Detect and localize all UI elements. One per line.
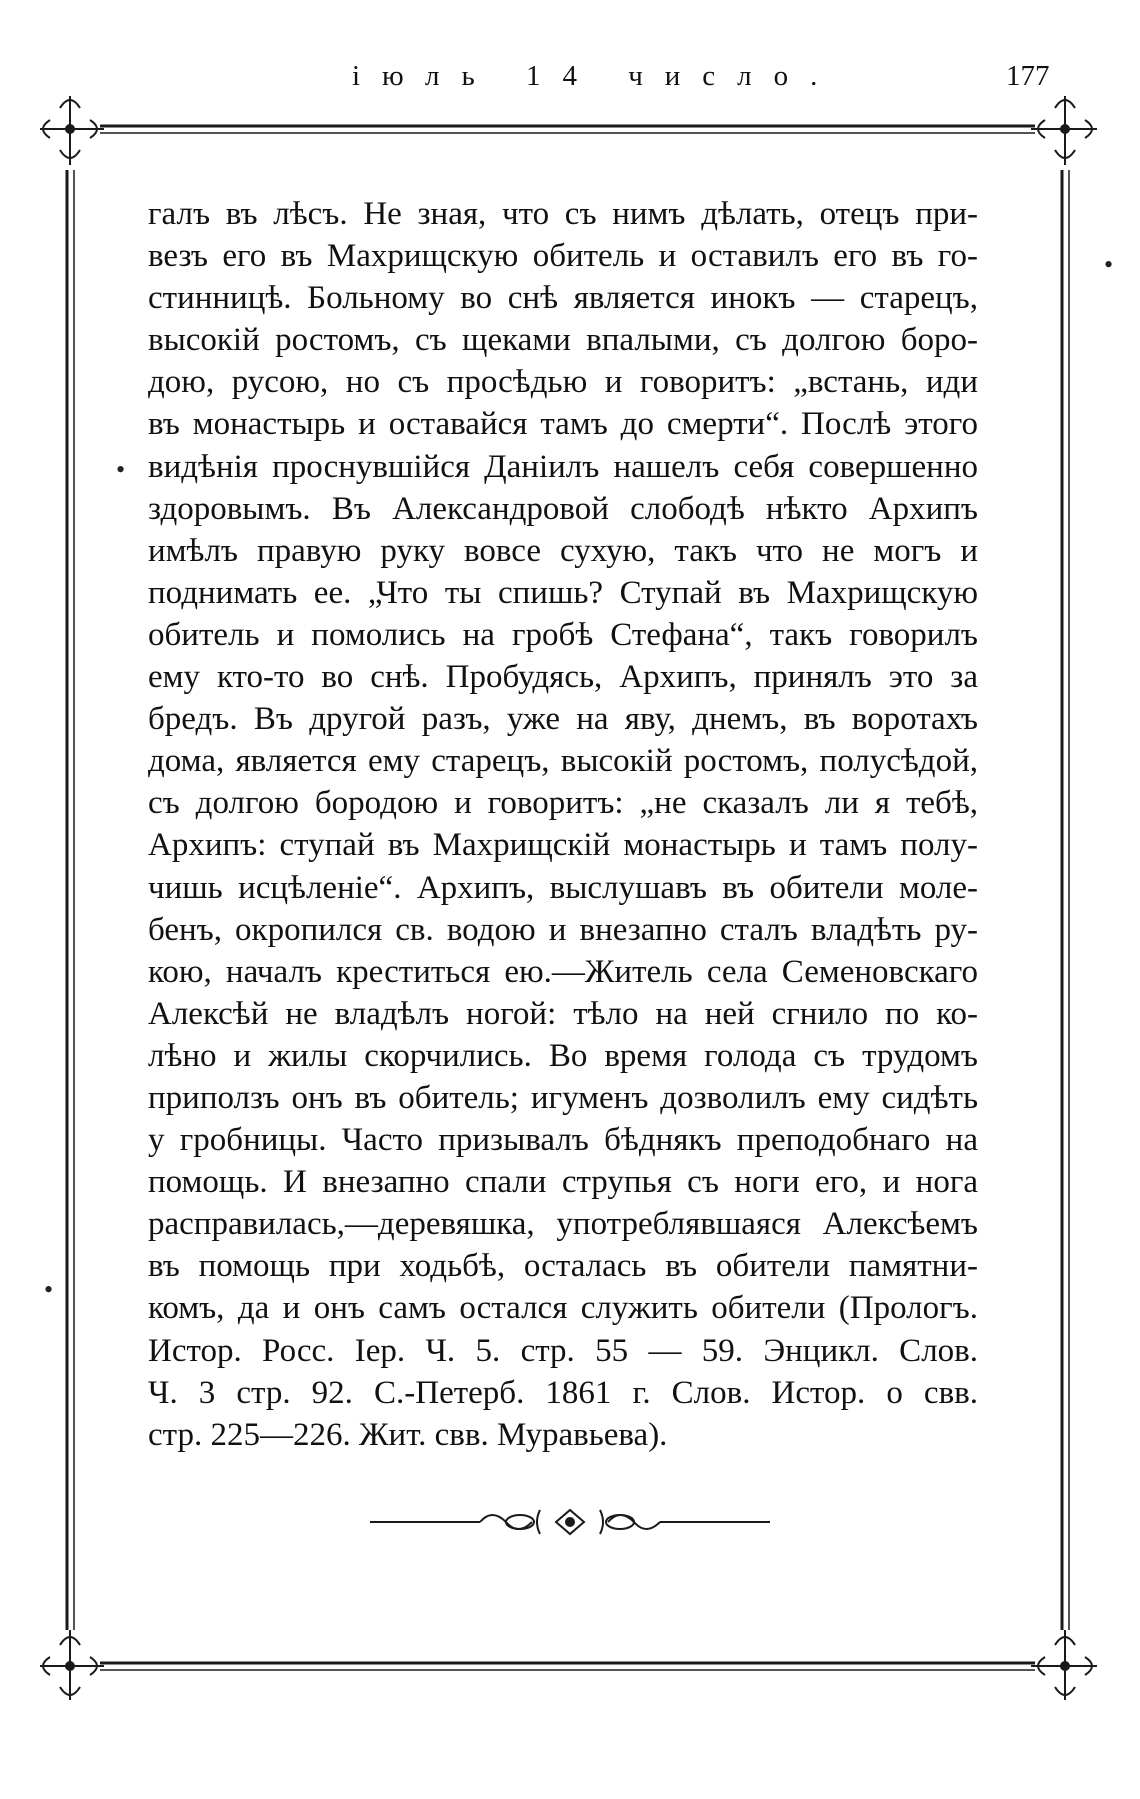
- text-line: чишь исцѣленіе“. Архипъ, выслушавъ въ обители моле-: [148, 869, 978, 906]
- text-line: имѣлъ правую руку вовсе сухую, такъ что не могъ и: [148, 532, 978, 569]
- text-line: Архипъ: ступай въ Махрищскій монастырь и тамъ полу-: [148, 827, 978, 864]
- text-line: въ монастырь и оставайся тамъ до смерти“. Послѣ этого: [148, 406, 978, 443]
- text-line: Алексѣй не владѣлъ ногой: тѣло на ней сгнило по ко-: [148, 995, 978, 1032]
- text-line: Истор. Росс. Іер. Ч. 5. стр. 55 — 59. Энцикл. Слов.: [148, 1332, 978, 1369]
- corner-ornament-top-left: [40, 96, 104, 165]
- text-line: комъ, да и онъ самъ остался служить обители (Прологъ.: [148, 1290, 978, 1327]
- text-line: высокій ростомъ, съ щеками впалыми, съ долгою боро-: [148, 322, 978, 359]
- body-text: [148, 193, 978, 1456]
- text-line: ему кто-то во снѣ. Пробудясь, Архипъ, принялъ это за: [148, 659, 978, 696]
- text-line: съ долгою бородою и говоритъ: „не сказалъ ли я тебѣ,: [148, 785, 978, 822]
- text-line: видѣнія проснувшійся Даніилъ нашелъ себя совершенно: [148, 448, 978, 485]
- text-line: здоровымъ. Въ Александровой слободѣ нѣкто Архипъ: [148, 490, 978, 527]
- text-line: у гробницы. Часто призывалъ бѣднякъ преподобнаго на: [148, 1122, 978, 1159]
- corner-ornament-bottom-left: [40, 1630, 104, 1700]
- page-number: 177: [1006, 60, 1050, 92]
- stray-mark: •: [1104, 250, 1114, 279]
- stray-mark: •: [44, 1275, 54, 1304]
- text-line: приползъ онъ въ обитель; игуменъ дозволилъ ему сидѣть: [148, 1079, 978, 1116]
- text-line: бенъ, окропился св. водою и внезапно сталъ владѣть ру-: [148, 911, 978, 948]
- text-line: кою, началъ креститься ею.—Житель села Семеновскаго: [148, 953, 978, 990]
- text-line: въ помощь при ходьбѣ, осталась въ обители памятни-: [148, 1248, 978, 1285]
- corner-ornament-top-right: [1031, 96, 1097, 165]
- text-line: стр. 225—226. Жит. свв. Муравьева).: [148, 1416, 668, 1453]
- text-line: помощь. И внезапно спали струпья съ ноги его, и нога: [148, 1164, 978, 1201]
- text-line: галъ въ лѣсъ. Не зная, что съ нимъ дѣлать, отецъ при-: [148, 196, 978, 232]
- text-line: поднимать ее. „Что ты спишь? Ступай въ Махрищскую: [148, 574, 978, 611]
- text-line: дою, русою, но съ просѣдью и говоритъ: „встань, иди: [148, 364, 978, 401]
- text-line: расправилась,—деревяшка, употреблявшаяся Алексѣемъ: [148, 1206, 978, 1243]
- text-line: бредъ. Въ другой разъ, уже на яву, днемъ, въ воротахъ: [148, 701, 978, 738]
- tailpiece-ornament: [370, 1510, 770, 1534]
- running-title: іюль 14 число.: [352, 60, 840, 92]
- text-line: стинницѣ. Больному во снѣ является инокъ — старецъ,: [148, 280, 978, 317]
- text-line: лѣно и жилы скорчились. Во время голода съ трудомъ: [148, 1037, 978, 1074]
- text-line: везъ его въ Махрищскую обитель и оставилъ его въ го-: [148, 238, 978, 275]
- text-line: дома, является ему старецъ, высокій ростомъ, полусѣдой,: [148, 743, 978, 780]
- text-line: Ч. 3 стр. 92. С.-Петерб. 1861 г. Слов. Истор. о свв.: [148, 1374, 978, 1411]
- corner-ornament-bottom-right: [1031, 1630, 1097, 1700]
- stray-mark: •: [116, 455, 126, 484]
- text-line: обитель и помолись на гробѣ Стефана“, такъ говорилъ: [148, 616, 978, 653]
